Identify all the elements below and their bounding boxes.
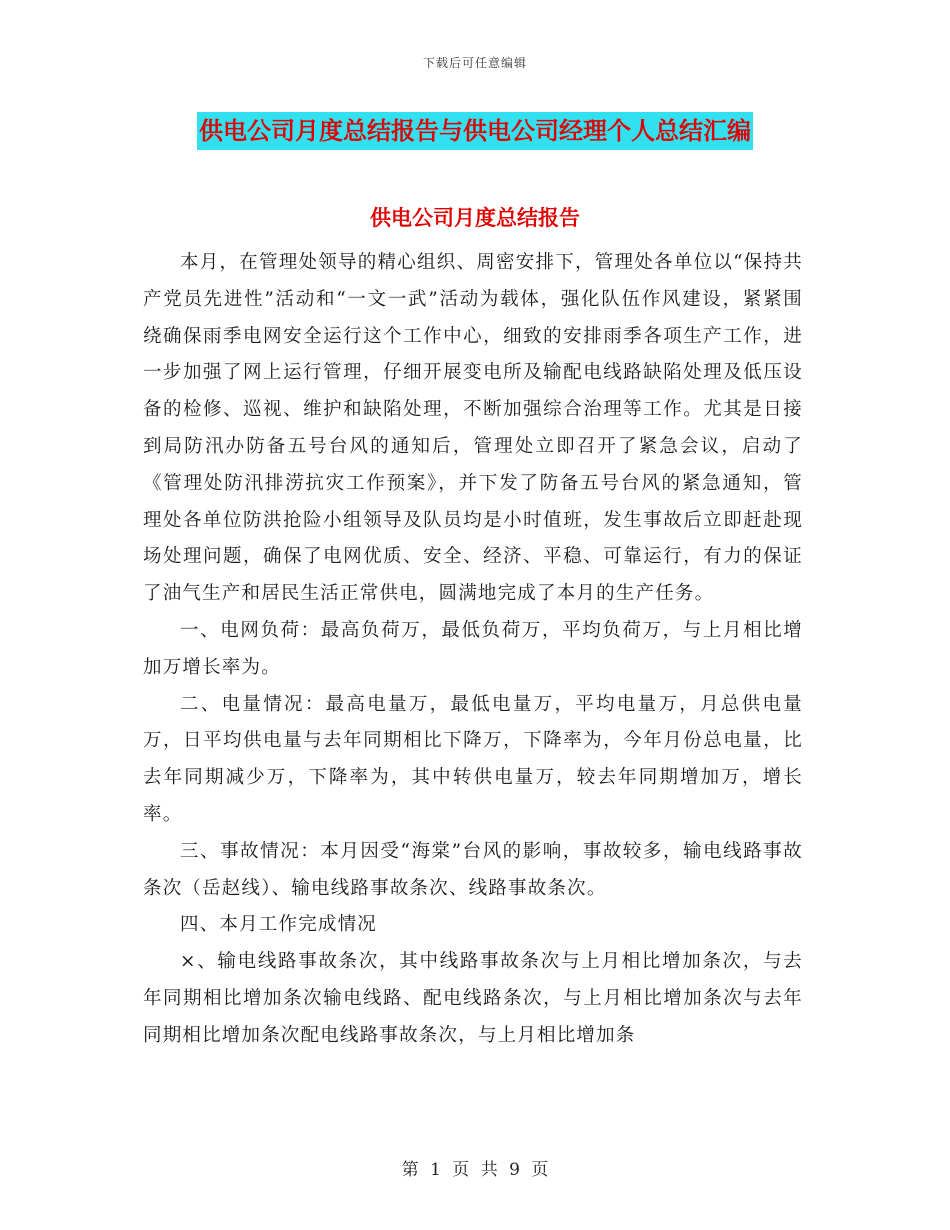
page-header-note: 下载后可任意编辑 [422,56,527,70]
paragraph-intro: 本月，在管理处领导的精心组织、周密安排下，管理处各单位以“保持共产党员先进性”活动和“一文一武”活动为载体，强化队伍作风建设，紧紧围绕确保雨季电网安全运行这个工作中心，细致的安排雨季各项生产工作，进一步加强了网上运行管理，仔细开展变电所及输配电线路缺陷处理及低压设备的检修、巡视、维护和缺陷处理，不断加强综合治理等工作。尤其是日接到局防汛办防备五号台风的通知后，管理处立即召开了紧急会议，启动了《管理处防汛排涝抗灾工作预案》，并下发了防备五号台风的紧急通知，管理处各单位防洪抢险小组领导及队员均是小时值班，发生事故后立即赶赴现场处理问题，确保了电网优质、安全、经济、平稳、可靠运行，有力的保证了油气生产和居民生活正常供电，圆满地完成了本月的生产任务。 [143,252,803,605]
paragraph-accidents: 三、事故情况：本月因受“海棠”台风的影响，事故较多，输电线路事故条次（岳赵线）、输电线路事故条次、线路事故条次。 [143,840,803,899]
page-number: 第 1 页 共 9 页 [401,1160,549,1180]
document-body [143,245,803,1055]
section-title: 供电公司月度总结报告 [370,206,580,230]
main-title-container [0,112,950,150]
paragraph-work-detail: ×、输电线路事故条次，其中线路事故条次与上月相比增加条次，与去年同期相比增加条次输电线路、配电线路条次，与上月相比增加条次与去年同期相比增加条次配电线路事故条次，与上月相比增加条 [143,951,803,1046]
paragraph-electricity: 二、电量情况：最高电量万，最低电量万，平均电量万，月总供电量万，日平均供电量与去年同期相比下降万，下降率为，今年月份总电量，比去年同期减少万，下降率为，其中转供电量万，较去年同期增加万，增长率。 [143,693,803,825]
main-title: 供电公司月度总结报告与供电公司经理个人总结汇编 [197,112,753,150]
paragraph-grid-load: 一、电网负荷：最高负荷万，最低负荷万，平均负荷万，与上月相比增加万增长率为。 [143,619,803,678]
paragraph-work-heading: 四、本月工作完成情况 [180,914,378,936]
